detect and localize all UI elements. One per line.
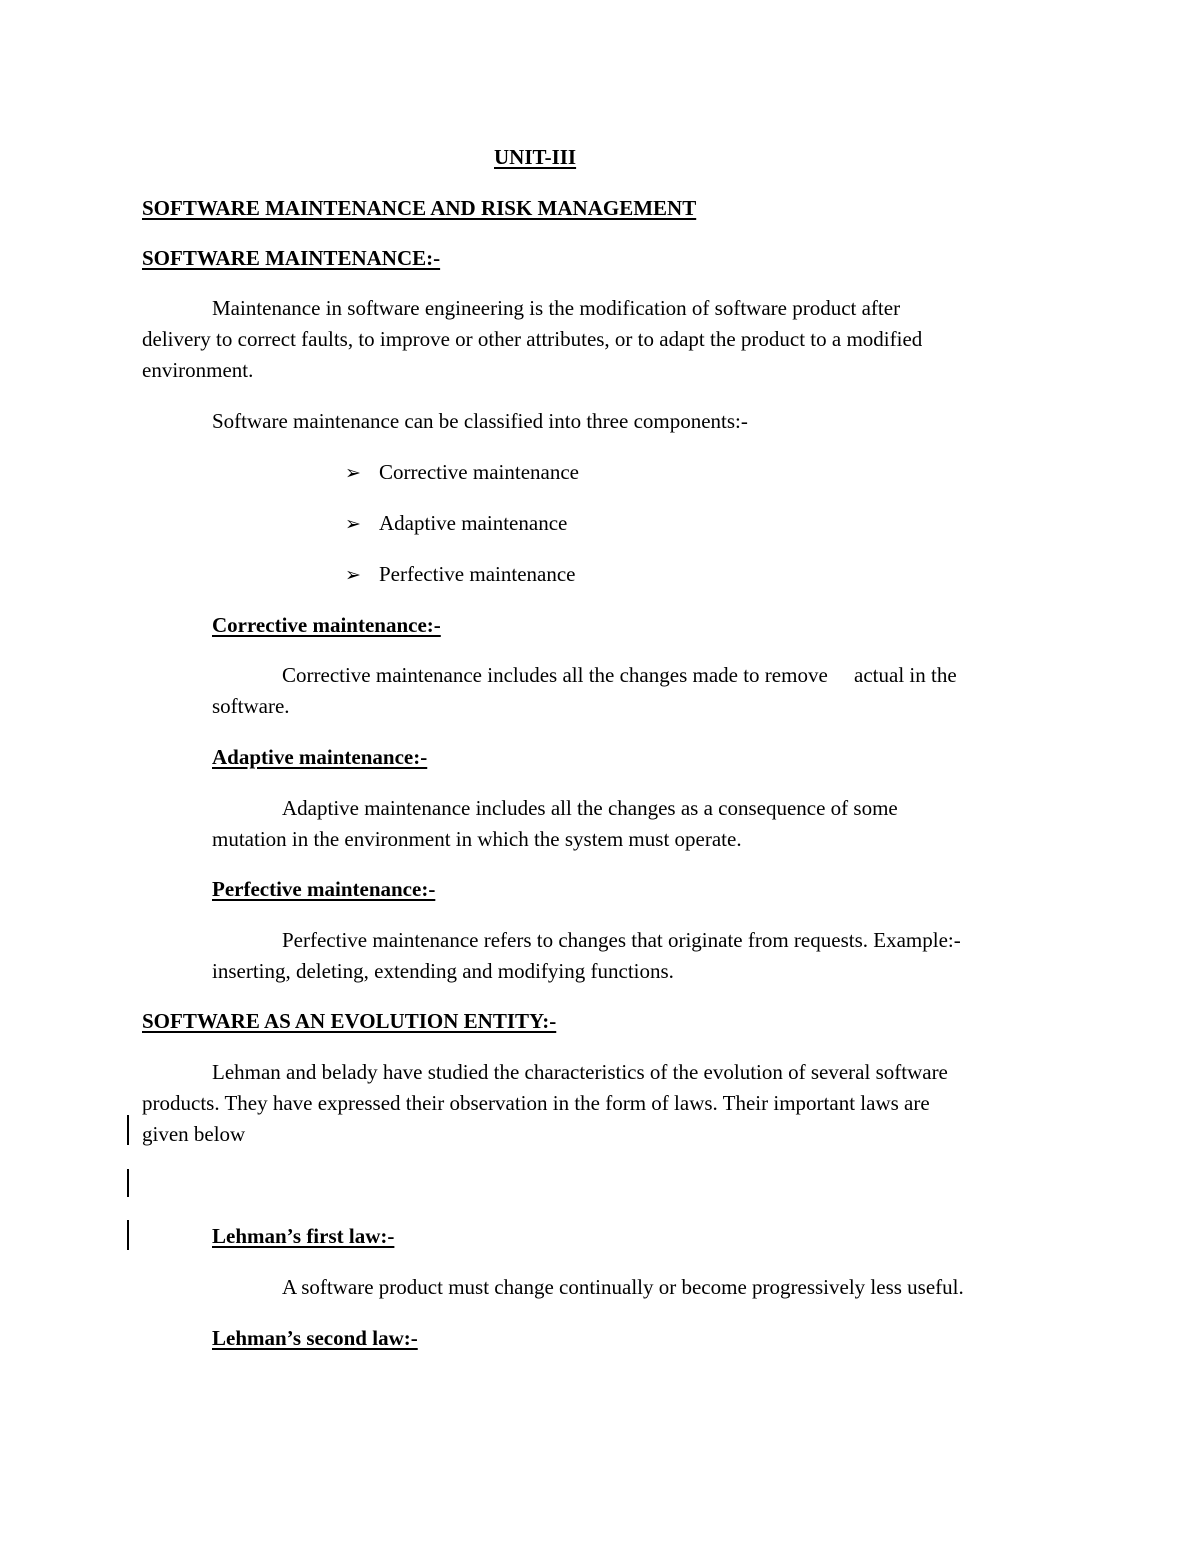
section-heading-evolution: SOFTWARE AS AN EVOLUTION ENTITY:-: [142, 1009, 557, 1033]
change-bar: [127, 1169, 129, 1197]
arrow-bullet-icon: ➢: [345, 565, 361, 586]
paragraph-line: delivery to correct faults, to improve or other attributes, or to adapt the product to a modified: [142, 327, 923, 351]
paragraph-line: Perfective maintenance refers to changes that originate from requests. Example:-: [282, 928, 961, 952]
paragraph-line: Lehman and belady have studied the characteristics of the evolution of several software: [212, 1060, 948, 1084]
arrow-bullet-icon: ➢: [345, 514, 361, 535]
list-item: [345, 559, 575, 591]
arrow-bullet-icon: ➢: [345, 463, 361, 484]
section-heading-corrective: Corrective maintenance:-: [212, 613, 441, 637]
paragraph-line: mutation in the environment in which the system must operate.: [212, 827, 742, 851]
paragraph-line: inserting, deleting, extending and modifying functions.: [212, 959, 674, 983]
section-heading-adaptive: Adaptive maintenance:-: [212, 745, 428, 769]
paragraph-line: given below: [142, 1122, 246, 1146]
paragraph-line: Maintenance in software engineering is the modification of software product after: [212, 296, 901, 320]
list-item-label: Corrective maintenance: [379, 460, 579, 484]
paragraph-line: products. They have expressed their observation in the form of laws. Their important laws are: [142, 1091, 930, 1115]
classification-text: Software maintenance can be classified into three components:-: [212, 409, 748, 433]
change-bar: [127, 1115, 129, 1145]
change-bar: [127, 1220, 129, 1250]
list-item-label: Adaptive maintenance: [379, 511, 568, 535]
paragraph-line: A software product must change continually or become progressively less useful.: [282, 1275, 964, 1299]
paragraph-line: software.: [212, 694, 290, 718]
section-heading-perfective: Perfective maintenance:-: [212, 877, 436, 901]
list-item: [345, 457, 579, 489]
paragraph-line: Corrective maintenance includes all the changes made to remove actual in the: [282, 663, 957, 687]
paragraph-line: Adaptive maintenance includes all the changes as a consequence of some: [282, 796, 898, 820]
section-heading-lehman-first-law: Lehman’s first law:-: [212, 1224, 395, 1248]
section-heading-software-maintenance: SOFTWARE MAINTENANCE:-: [142, 246, 441, 270]
list-item-label: Perfective maintenance: [379, 562, 576, 586]
document-subtitle: SOFTWARE MAINTENANCE AND RISK MANAGEMENT: [142, 196, 697, 220]
list-item: [345, 508, 567, 540]
section-heading-lehman-second-law: Lehman’s second law:-: [212, 1326, 418, 1350]
unit-title: UNIT-III: [494, 145, 577, 169]
paragraph-line: environment.: [142, 358, 254, 382]
